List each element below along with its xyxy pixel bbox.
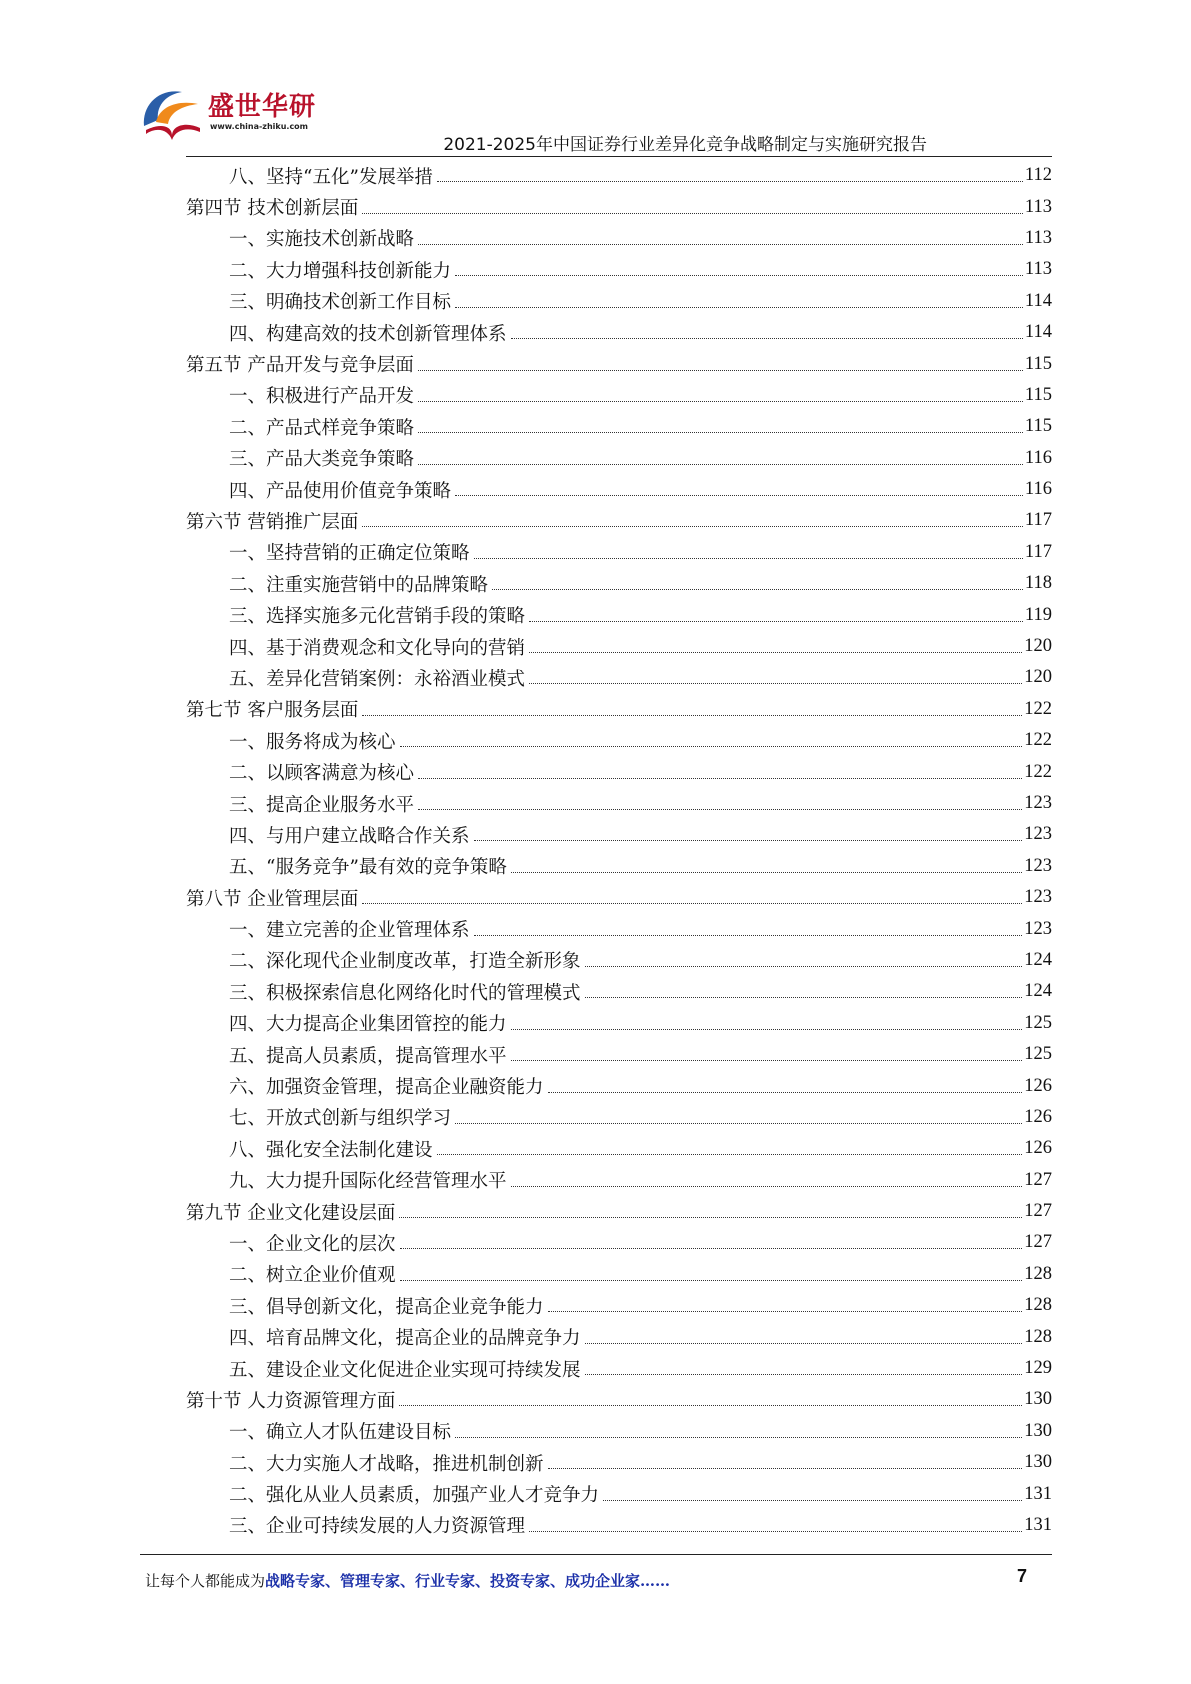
toc-subsection-entry[interactable]: [186, 945, 1052, 976]
toc-entry-page: 123: [1024, 887, 1052, 908]
toc-entry-page: 122: [1024, 698, 1052, 719]
toc-subsection-entry[interactable]: [186, 1227, 1052, 1258]
toc-entry-label: 二、注重实施营销中的品牌策略: [229, 574, 489, 596]
toc-entry-label: 三、产品大类竞争策略: [229, 449, 415, 471]
toc-dot-leader: [362, 213, 1023, 214]
logo-name: 盛世华研: [208, 92, 317, 122]
toc-dot-leader: [529, 683, 1022, 684]
toc-entry-label: 三、选择实施多元化营销手段的策略: [229, 606, 526, 628]
toc-entry-page: 116: [1024, 447, 1052, 468]
toc-dot-leader: [418, 432, 1023, 433]
toc-subsection-entry[interactable]: [186, 1321, 1052, 1352]
toc-dot-leader: [474, 840, 1023, 841]
toc-entry-label: 九、大力提升国际化经营管理水平: [229, 1171, 507, 1193]
toc-entry-label: 三、企业可持续发展的人力资源管理: [229, 1516, 526, 1538]
table-of-contents: [186, 160, 1052, 1541]
toc-entry-label: 二、树立企业价值观: [229, 1265, 396, 1287]
toc-entry-page: 130: [1024, 1420, 1052, 1441]
toc-entry-page: 113: [1024, 196, 1052, 217]
toc-subsection-entry[interactable]: [186, 725, 1052, 756]
toc-entry-label: 四、大力提高企业集团管控的能力: [229, 1014, 507, 1036]
logo-emblem-icon: [138, 82, 204, 144]
toc-subsection-entry[interactable]: [186, 662, 1052, 693]
toc-subsection-entry[interactable]: [186, 1102, 1052, 1133]
toc-subsection-entry[interactable]: [186, 223, 1052, 254]
toc-subsection-entry[interactable]: [186, 286, 1052, 317]
toc-subsection-entry[interactable]: [186, 1353, 1052, 1384]
toc-subsection-entry[interactable]: [186, 160, 1052, 191]
toc-entry-label: 四、构建高效的技术创新管理体系: [229, 323, 507, 345]
header-divider: [186, 156, 1052, 157]
toc-entry-page: 117: [1024, 510, 1052, 531]
toc-entry-page: 129: [1024, 1358, 1052, 1379]
toc-entry-label: 三、明确技术创新工作目标: [229, 292, 452, 314]
toc-subsection-entry[interactable]: [186, 1290, 1052, 1321]
toc-entry-label: 一、确立人才队伍建设目标: [229, 1422, 452, 1444]
toc-subsection-entry[interactable]: [186, 317, 1052, 348]
toc-subsection-entry[interactable]: [186, 976, 1052, 1007]
toc-dot-leader: [455, 495, 1023, 496]
toc-dot-leader: [585, 997, 1023, 998]
toc-dot-leader: [511, 1029, 1023, 1030]
footer-divider: [140, 1554, 1052, 1555]
toc-entry-label: 第十节 人力资源管理方面: [186, 1390, 396, 1412]
toc-subsection-entry[interactable]: [186, 537, 1052, 568]
toc-entry-label: 二、强化从业人员素质，加强产业人才竞争力: [229, 1485, 600, 1507]
toc-dot-leader: [548, 1311, 1023, 1312]
toc-subsection-entry[interactable]: [186, 1070, 1052, 1101]
toc-subsection-entry[interactable]: [186, 819, 1052, 850]
toc-subsection-entry[interactable]: [186, 599, 1052, 630]
toc-entry-page: 127: [1024, 1201, 1052, 1222]
toc-entry-page: 128: [1024, 1263, 1052, 1284]
toc-entry-page: 127: [1024, 1169, 1052, 1190]
toc-section-entry[interactable]: [186, 694, 1052, 725]
toc-entry-page: 126: [1024, 1106, 1052, 1127]
toc-entry-page: 128: [1024, 1326, 1052, 1347]
toc-subsection-entry[interactable]: [186, 1478, 1052, 1509]
toc-subsection-entry[interactable]: [186, 380, 1052, 411]
toc-section-entry[interactable]: [186, 505, 1052, 536]
toc-entry-page: 126: [1024, 1138, 1052, 1159]
toc-subsection-entry[interactable]: [186, 254, 1052, 285]
slogan-emphasis: 战略专家、管理专家、行业专家、投资专家、成功企业家……: [265, 1572, 671, 1590]
toc-dot-leader: [362, 903, 1022, 904]
toc-entry-page: 113: [1024, 227, 1052, 248]
toc-entry-page: 128: [1024, 1295, 1052, 1316]
toc-dot-leader: [474, 558, 1023, 559]
toc-entry-label: 一、服务将成为核心: [229, 731, 396, 753]
toc-entry-page: 130: [1024, 1389, 1052, 1410]
toc-dot-leader: [455, 1123, 1022, 1124]
toc-entry-label: 八、坚持“五化”发展举措: [229, 166, 433, 188]
toc-entry-label: 二、大力增强科技创新能力: [229, 260, 452, 282]
toc-entry-page: 118: [1024, 573, 1052, 594]
toc-dot-leader: [455, 307, 1023, 308]
toc-entry-page: 123: [1024, 793, 1052, 813]
toc-dot-leader: [529, 652, 1022, 653]
toc-entry-page: 125: [1024, 1012, 1052, 1033]
toc-entry-label: 第四节 技术创新层面: [186, 198, 359, 220]
toc-dot-leader: [399, 1217, 1022, 1218]
toc-subsection-entry[interactable]: [186, 568, 1052, 599]
company-logo[interactable]: [138, 82, 318, 144]
toc-entry-label: 第九节 企业文化建设层面: [186, 1202, 396, 1224]
toc-section-entry[interactable]: [186, 348, 1052, 379]
toc-dot-leader: [362, 526, 1023, 527]
logo-url: www.china-zhiku.com: [210, 122, 309, 131]
toc-dot-leader: [362, 715, 1022, 716]
toc-dot-leader: [511, 872, 1022, 873]
toc-entry-page: 123: [1024, 918, 1052, 939]
toc-entry-page: 115: [1024, 384, 1052, 405]
toc-entry-label: 五、建设企业文化促进企业实现可持续发展: [229, 1359, 581, 1381]
toc-subsection-entry[interactable]: [186, 631, 1052, 662]
toc-subsection-entry[interactable]: [186, 1133, 1052, 1164]
toc-subsection-entry[interactable]: [186, 1447, 1052, 1478]
toc-subsection-entry[interactable]: [186, 913, 1052, 944]
toc-entry-label: 五、提高人员素质，提高管理水平: [229, 1045, 507, 1067]
toc-entry-label: 第五节 产品开发与竞争层面: [186, 355, 414, 377]
toc-subsection-entry[interactable]: [186, 788, 1052, 819]
toc-entry-label: 三、提高企业服务水平: [229, 794, 415, 816]
toc-dot-leader: [492, 589, 1023, 590]
toc-entry-page: 122: [1024, 761, 1052, 782]
toc-entry-label: 第六节 营销推广层面: [186, 511, 359, 533]
toc-subsection-entry[interactable]: [186, 443, 1052, 474]
toc-section-entry[interactable]: [186, 1196, 1052, 1227]
page-number: 7: [1016, 1566, 1027, 1586]
toc-entry-page: 119: [1024, 604, 1052, 625]
toc-entry-page: 115: [1024, 416, 1052, 437]
toc-dot-leader: [400, 1280, 1023, 1281]
toc-entry-page: 120: [1024, 667, 1052, 688]
toc-entry-page: 114: [1024, 322, 1052, 343]
toc-subsection-entry[interactable]: [186, 474, 1052, 505]
toc-entry-page: 120: [1024, 636, 1052, 657]
toc-dot-leader: [400, 1248, 1023, 1249]
toc-dot-leader: [418, 464, 1023, 465]
toc-subsection-entry[interactable]: [186, 1039, 1052, 1070]
toc-entry-label: 一、积极进行产品开发: [229, 386, 415, 408]
toc-subsection-entry[interactable]: [186, 756, 1052, 787]
footer-slogan: [145, 1570, 670, 1591]
toc-dot-leader: [548, 1092, 1023, 1093]
toc-dot-leader: [455, 1437, 1022, 1438]
toc-dot-leader: [437, 181, 1023, 182]
toc-entry-page: 126: [1024, 1075, 1052, 1096]
toc-entry-page: 131: [1024, 1483, 1052, 1504]
toc-dot-leader: [548, 1468, 1023, 1469]
toc-entry-page: 112: [1024, 165, 1052, 186]
toc-entry-page: 122: [1024, 730, 1052, 751]
toc-entry-label: 二、以顾客满意为核心: [229, 763, 415, 785]
toc-entry-page: 131: [1024, 1514, 1052, 1535]
toc-entry-page: 130: [1024, 1452, 1052, 1473]
toc-section-entry[interactable]: [186, 882, 1052, 913]
toc-entry-page: 125: [1024, 1044, 1052, 1065]
toc-entry-label: 一、企业文化的层次: [229, 1233, 396, 1255]
toc-section-entry[interactable]: [186, 1384, 1052, 1415]
toc-dot-leader: [455, 275, 1023, 276]
slogan-prefix: 让每个人都能成为: [145, 1572, 266, 1590]
toc-entry-label: 二、产品式样竞争策略: [229, 417, 415, 439]
toc-entry-label: 六、加强资金管理，提高企业融资能力: [229, 1077, 544, 1099]
toc-entry-label: 八、强化安全法制化建设: [229, 1139, 433, 1161]
toc-subsection-entry[interactable]: [186, 1259, 1052, 1290]
toc-entry-page: 113: [1024, 259, 1052, 280]
toc-dot-leader: [399, 1405, 1022, 1406]
toc-dot-leader: [418, 401, 1023, 402]
toc-entry-page: 116: [1024, 479, 1052, 500]
toc-dot-leader: [437, 1154, 1023, 1155]
toc-entry-label: 第七节 客户服务层面: [186, 700, 359, 722]
toc-entry-label: 七、开放式创新与组织学习: [229, 1108, 452, 1130]
toc-entry-label: 一、坚持营销的正确定位策略: [229, 543, 470, 565]
toc-subsection-entry[interactable]: [186, 1416, 1052, 1447]
toc-subsection-entry[interactable]: [186, 851, 1052, 882]
toc-entry-label: 第八节 企业管理层面: [186, 888, 359, 910]
toc-entry-label: 三、倡导创新文化，提高企业竞争能力: [229, 1296, 544, 1318]
toc-dot-leader: [418, 370, 1023, 371]
toc-dot-leader: [418, 244, 1023, 245]
toc-dot-leader: [511, 1060, 1023, 1061]
toc-dot-leader: [511, 338, 1023, 339]
toc-dot-leader: [400, 746, 1023, 747]
toc-section-entry[interactable]: [186, 191, 1052, 222]
toc-dot-leader: [585, 1374, 1023, 1375]
toc-dot-leader: [418, 778, 1022, 779]
toc-entry-page: 123: [1024, 855, 1052, 876]
toc-dot-leader: [511, 1186, 1023, 1187]
toc-subsection-entry[interactable]: [186, 1165, 1052, 1196]
toc-subsection-entry[interactable]: [186, 411, 1052, 442]
toc-dot-leader: [585, 966, 1023, 967]
toc-dot-leader: [418, 809, 1022, 810]
toc-entry-label: 四、产品使用价值竞争策略: [229, 480, 452, 502]
toc-entry-label: 二、深化现代企业制度改革，打造全新形象: [229, 951, 581, 973]
toc-entry-label: 四、培育品牌文化，提高企业的品牌竞争力: [229, 1328, 581, 1350]
toc-subsection-entry[interactable]: [186, 1510, 1052, 1541]
toc-entry-label: 四、基于消费观念和文化导向的营销: [229, 637, 526, 659]
toc-subsection-entry[interactable]: [186, 1008, 1052, 1039]
toc-entry-page: 124: [1024, 949, 1052, 970]
toc-entry-page: 127: [1024, 1232, 1052, 1253]
toc-entry-page: 117: [1024, 541, 1052, 562]
toc-entry-page: 114: [1024, 290, 1052, 311]
toc-dot-leader: [585, 1343, 1023, 1344]
toc-entry-label: 一、建立完善的企业管理体系: [229, 920, 470, 942]
toc-entry-label: 五、“服务竞争”最有效的竞争策略: [229, 857, 507, 879]
toc-dot-leader: [603, 1500, 1022, 1501]
toc-entry-label: 四、与用户建立战略合作关系: [229, 825, 470, 847]
toc-entry-label: 三、积极探索信息化网络化时代的管理模式: [229, 982, 581, 1004]
toc-entry-label: 二、大力实施人才战略，推进机制创新: [229, 1453, 544, 1475]
toc-entry-label: 一、实施技术创新战略: [229, 229, 415, 251]
toc-dot-leader: [529, 621, 1023, 622]
report-title: 2021-2025年中国证券行业差异化竞争战略制定与实施研究报告: [443, 135, 927, 155]
toc-dot-leader: [474, 935, 1023, 936]
toc-entry-page: 124: [1024, 981, 1052, 1002]
toc-dot-leader: [529, 1531, 1022, 1532]
toc-entry-page: 123: [1024, 824, 1052, 845]
toc-entry-label: 五、差异化营销案例：永裕酒业模式: [229, 668, 526, 690]
toc-entry-page: 115: [1024, 353, 1052, 374]
